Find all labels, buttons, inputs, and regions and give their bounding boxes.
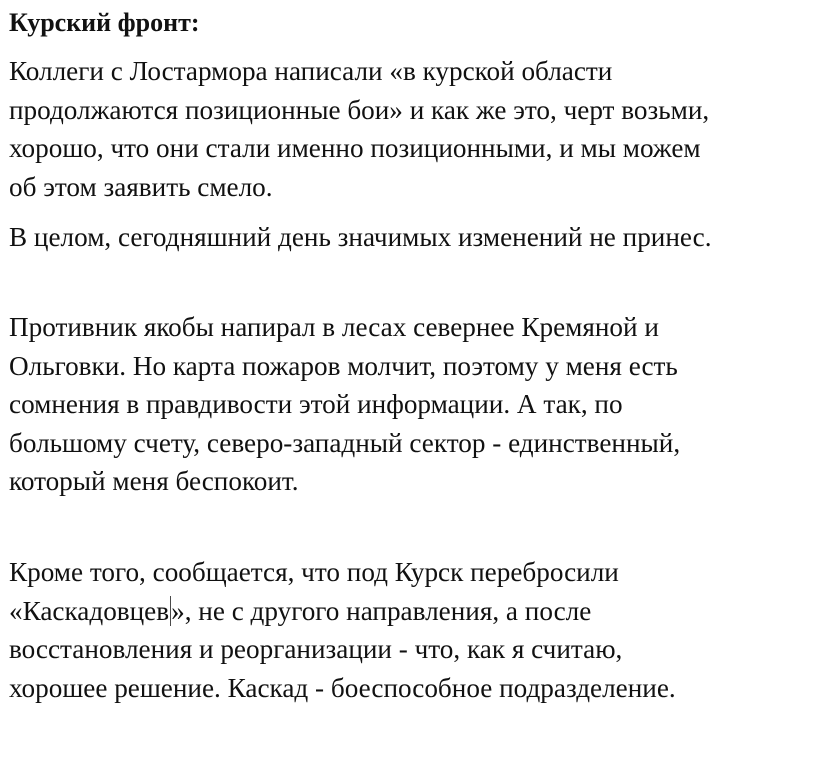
paragraph-3-line-2: Ольговки. Но карта пожаров молчит, поэтому у меня есть: [9, 350, 678, 381]
paragraph-4-line-2: [9, 592, 835, 631]
paragraph-1-line-1: Коллеги с Лостармора написали «в курской области: [9, 56, 613, 86]
paragraph-1-line-4: об этом заявить смело.: [9, 171, 273, 202]
paragraph-3-line-4: большому счету, северо-западный сектор - единственный,: [9, 427, 681, 458]
paragraph-2: В целом, сегодняшний день значимых изменений не принес.: [9, 222, 712, 253]
paragraph-4-line-1: Кроме того, сообщается, что под Курск перебросили: [9, 556, 619, 587]
paragraph-1: [9, 52, 835, 206]
paragraph-1-line-3: хорошо, что они стали именно позиционными, и мы можем: [9, 133, 701, 164]
paragraph-4[interactable]: [9, 553, 835, 707]
paragraph-3-line-1: Противник якобы напирал в лесах севернее Кремяной и: [9, 311, 659, 342]
document-body: [9, 0, 835, 707]
paragraph-4-line-4: хорошее решение. Каскад - боеспособное подразделение.: [9, 672, 676, 703]
paragraph-4-line-2-start: «Каскадовцев: [9, 595, 170, 626]
paragraph-3-line-5: который меня беспокоит.: [9, 466, 299, 497]
paragraph-4-line-3: восстановления и реорганизации - что, как я считаю,: [9, 634, 623, 665]
paragraph-4-line-2-end: », не с другого направления, а после: [171, 595, 592, 626]
paragraph-1-line-2: продолжаются позиционные бои» и как же это, черт возьми,: [9, 94, 710, 125]
paragraph-3: [9, 308, 835, 501]
paragraph-3-line-3: сомнения в правдивости этой информации. А так, по: [9, 389, 623, 420]
section-heading: Курский фронт:: [9, 8, 200, 37]
